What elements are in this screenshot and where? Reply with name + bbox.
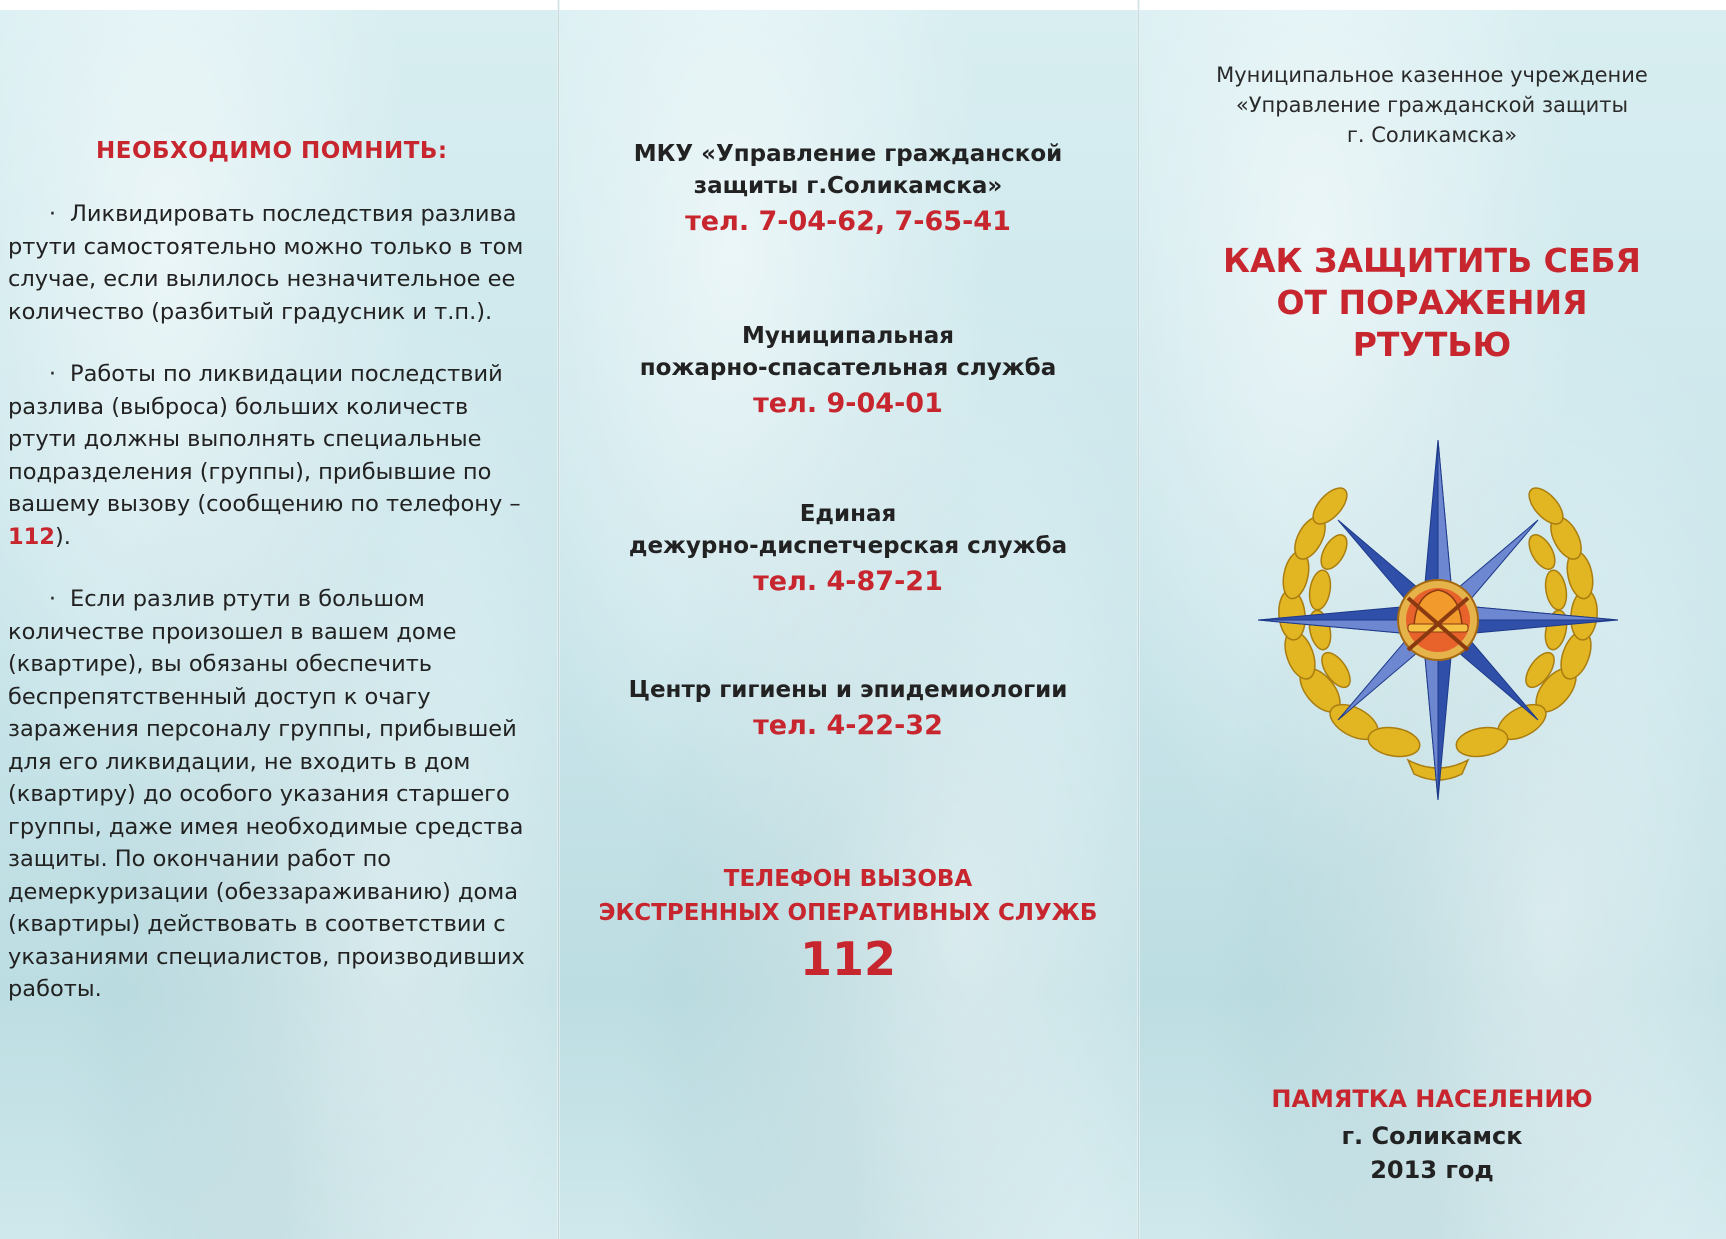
left-panel — [0, 10, 558, 1239]
remember-paragraph-3 — [8, 583, 543, 1006]
contact-phone: тел. 4-22-32 — [753, 710, 943, 741]
emergency-title-line2: ЭКСТРЕННЫХ ОПЕРАТИВНЫХ СЛУЖБ — [598, 900, 1098, 926]
right-panel — [1138, 10, 1726, 1239]
paragraph-3-text: Если разлив ртути в большом количестве произошел в вашем доме (квартире), вы обязаны обеспечить беспрепятственный доступ к очагу заражения персоналу группы, прибывшей для его ликвидации, не входить в дом (квартиру) до особого указания старшего группы, даже имея необходимые средства защиты. По окончании работ по демеркуризации (обеззараживанию) дома (квартиры) действовать в соответствии с указаниями специалистов, производивших работы. — [8, 586, 525, 1002]
contact-name-line1: Центр гигиены и эпидемиологии — [628, 677, 1068, 703]
middle-panel — [558, 10, 1138, 1239]
contact-name-line2: пожарно-спасательная служба — [639, 355, 1057, 381]
bullet-2: · — [48, 361, 56, 387]
fold-line-2 — [1137, 0, 1140, 1239]
contact-name-line2: дежурно-диспетчерская служба — [628, 533, 1068, 559]
contact-name-line2: защиты г.Соликамска» — [693, 173, 1003, 199]
paragraph-2-end: ). — [54, 523, 71, 550]
bullet-3: · — [48, 586, 56, 612]
paragraph-2-text: Работы по ликвидации последствий разлива (выброса) больших количеств ртути должны выполнять специальные подразделения (группы), прибывшие по вашему вызову (сообщению по телефону – — [8, 361, 521, 517]
org-line1: Муниципальное казенное учреждение — [1216, 63, 1648, 87]
top-margin — [0, 0, 1726, 10]
contact-hygiene-center — [558, 674, 1138, 744]
contact-dispatch — [558, 498, 1138, 600]
emergency-number: 112 — [799, 932, 897, 986]
fold-line-1 — [557, 0, 560, 1239]
emercom-star-emblem-icon — [1258, 440, 1618, 800]
remember-paragraph-2 — [8, 358, 543, 553]
emergency-title — [558, 862, 1138, 930]
brochure-title — [1138, 240, 1726, 366]
contact-name-line1: Единая — [799, 501, 897, 527]
contact-civil-defense — [558, 138, 1138, 240]
org-line2: «Управление гражданской защиты — [1235, 93, 1629, 117]
emergency-title-line1: ТЕЛЕФОН ВЫЗОВА — [723, 866, 973, 892]
title-line3: РТУТЬЮ — [1352, 325, 1512, 364]
organization-name — [1138, 60, 1726, 150]
contact-fire-rescue — [558, 320, 1138, 422]
footer-year: 2013 год — [1370, 1156, 1494, 1184]
emergency-number-inline: 112 — [8, 523, 55, 550]
footer-city: г. Соликамск — [1341, 1122, 1523, 1150]
contact-phone: тел. 4-87-21 — [753, 566, 943, 597]
remember-text — [8, 198, 543, 1036]
footer-title: ПАМЯТКА НАСЕЛЕНИЮ — [1271, 1085, 1593, 1113]
remember-paragraph-1 — [8, 198, 543, 328]
title-line1: КАК ЗАЩИТИТЬ СЕБЯ — [1223, 241, 1641, 280]
bullet-1: · — [48, 201, 56, 227]
remember-heading: НЕОБХОДИМО ПОМНИТЬ: — [96, 138, 448, 164]
title-line2: ОТ ПОРАЖЕНИЯ — [1276, 283, 1588, 322]
paragraph-1-text: Ликвидировать последствия разлива ртути самостоятельно можно только в том случае, если вылилось незначительное ее количество (разбитый градусник и т.п.). — [8, 201, 524, 325]
contact-name-line1: МКУ «Управление гражданской — [633, 141, 1063, 167]
contact-name-line1: Муниципальная — [741, 323, 955, 349]
contact-phone: тел. 9-04-01 — [753, 388, 943, 419]
org-line3: г. Соликамска» — [1346, 123, 1518, 147]
contact-phone: тел. 7-04-62, 7-65-41 — [685, 206, 1011, 237]
